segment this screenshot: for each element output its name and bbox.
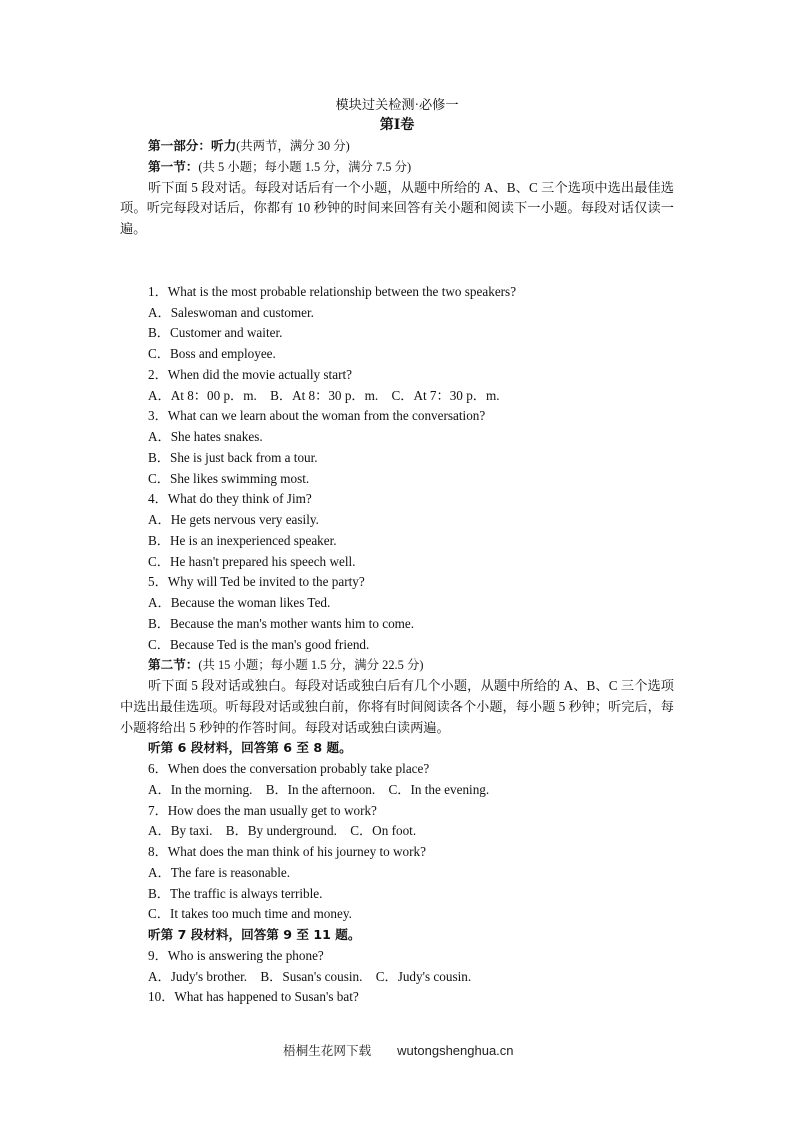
option: C．Judy's cousin.: [375, 968, 472, 984]
material6-heading: 听第 6 段材料，回答第 6 至 8 题。: [148, 740, 352, 756]
option: A．By taxi.: [148, 823, 213, 839]
material7-heading: 听第 7 段材料，回答第 9 至 11 题。: [148, 927, 361, 942]
option: A．Saleswoman and customer.: [148, 304, 314, 320]
section2-heading: [120, 655, 674, 676]
option-row: [120, 780, 674, 801]
option: B．Susan's cousin.: [260, 968, 363, 984]
question-stem: 1．What is the most probable relationship between the two speakers?: [148, 283, 517, 299]
section2-note: (共 15 小题；每小题 1.5 分，满分 22.5 分): [198, 658, 424, 673]
option: A．The fare is reasonable.: [148, 864, 291, 880]
option: A．Because the woman likes Ted.: [148, 595, 331, 610]
option: C．Because Ted is the man's good friend.: [148, 636, 370, 652]
footer-site-link[interactable]: wutongshenghua.cn: [397, 1043, 514, 1058]
question-stem: 7．How does the man usually get to work?: [148, 802, 377, 818]
question-stem: 6．When does the conversation probably take place?: [148, 761, 430, 776]
page-footer: [283, 1040, 514, 1059]
question-stem: 3．What can we learn about the woman from the conversation?: [148, 408, 486, 424]
option: A．In the morning.: [148, 781, 253, 797]
section1-label: 第一节：: [148, 158, 199, 174]
option: B．The traffic is always terrible.: [148, 885, 323, 901]
question-stem: 2．When did the movie actually start?: [148, 366, 352, 382]
document-title: 模块过关检测·必修一: [335, 97, 459, 112]
volume-title: 第Ⅰ卷: [379, 118, 415, 133]
question-stem: 4．What do they think of Jim?: [148, 491, 312, 507]
part1-note: (共两节，满分 30 分): [236, 139, 350, 153]
question-stem: 8．What does the man think of his journey to work?: [148, 844, 426, 859]
option: B．In the afternoon.: [265, 781, 376, 797]
option: C．She likes swimming most.: [148, 470, 310, 486]
section2-label: 第二节：: [148, 657, 199, 673]
option-row: [120, 821, 674, 842]
option: C．He hasn't prepared his speech well.: [148, 553, 356, 569]
section1-note: (共 5 小题；每小题 1.5 分，满分 7.5 分): [198, 159, 412, 174]
option: B．At 8：30 p．m.: [270, 387, 379, 403]
question-stem: 5．Why will Ted be invited to the party?: [148, 574, 365, 590]
option: C．At 7：30 p．m.: [391, 387, 500, 403]
section1-instructions: 听下面 5 段对话。每段对话后有一个小题，从题中所给的 A、B、C 三个选项中选出最佳选项。听完每段对话后，你都有 10 秒钟的时间来回答有关小题和阅读下一小题。每段对话仅读一遍。: [120, 179, 674, 236]
option: C．On foot.: [350, 823, 417, 839]
option: C．It takes too much time and money.: [148, 906, 352, 922]
section2-instructions: 听下面 5 段对话或独白。每段对话或独白后有几个小题，从题中所给的 A、B、C 三个选项中选出最佳选项。听每段对话或独白前，你将有时间阅读各个小题，每小题 5 秒钟；听完后，每小题将给出 5 秒钟的作答时间。每段对话或独白读两遍。: [120, 678, 674, 735]
part1-label: 第一部分：听力: [148, 138, 237, 153]
option: B．She is just back from a tour.: [148, 449, 318, 465]
question-stem: 9．Who is answering the phone?: [148, 947, 324, 963]
option: B．He is an inexperienced speaker.: [148, 532, 337, 548]
option: B．Because the man's mother wants him to come.: [148, 615, 415, 631]
option: C．In the evening.: [388, 781, 490, 797]
document-page: [120, 94, 674, 1008]
part1-heading: [120, 136, 674, 157]
section1-heading: [120, 157, 674, 178]
question-stem: 10．What has happened to Susan's bat?: [148, 989, 359, 1005]
option: C．Boss and employee.: [148, 346, 276, 361]
option: A．He gets nervous very easily.: [148, 512, 319, 527]
option-row: [120, 386, 674, 407]
option: B．Customer and waiter.: [148, 325, 283, 341]
option: A．Judy's brother.: [148, 968, 248, 984]
option: B．By underground.: [225, 823, 337, 839]
footer-source: 梧桐生花网下载: [283, 1043, 372, 1058]
option: A．She hates snakes.: [148, 429, 263, 444]
option-row: [120, 967, 674, 988]
spacer: [120, 240, 674, 282]
option: A．At 8：00 p．m.: [148, 387, 257, 403]
